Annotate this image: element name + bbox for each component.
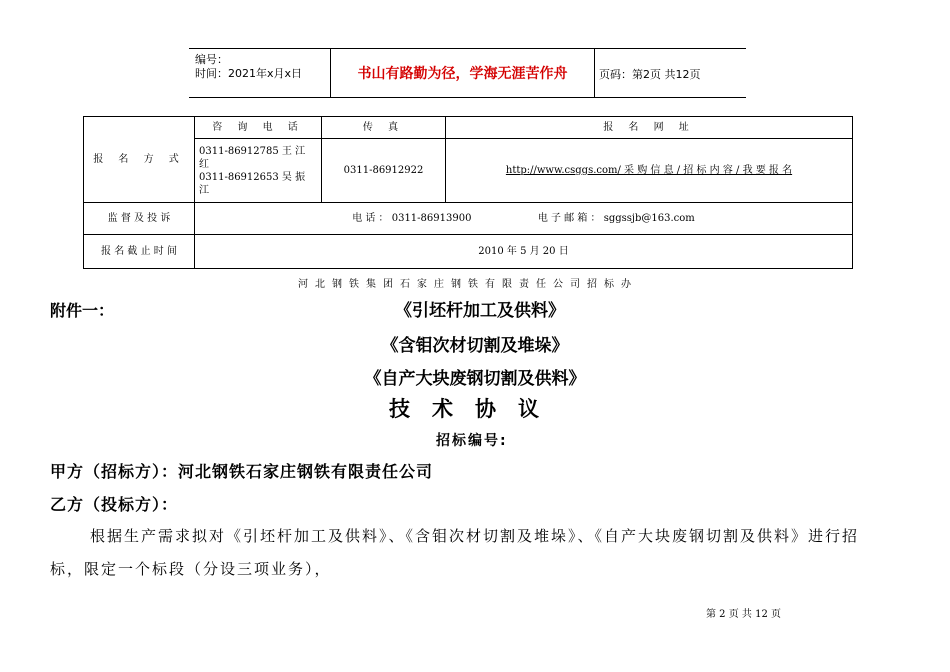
registration-link[interactable]: http://www.csggs.com/ 采 购 信 息 / 招 标 内 容 / 我 要 报 名 [505,165,793,176]
col-header-url: 报 名 网 址 [446,117,853,139]
header-meta [195,53,302,81]
row-label-supervision: 监 督 及 投 诉 [84,203,195,235]
supervision-cell [195,203,853,235]
doc-title-2: 《含钼次材切割及堆垛》 [381,336,569,356]
attachment-label: 附件一： [50,301,115,320]
complaint-phone: 电 话 ： 0311-86913900 [352,213,472,224]
party-a: 甲方（招标方）：河北钢铁石家庄钢铁有限责任公司 [50,462,434,481]
header-motto: 书山有路勤为径，学海无涯苦作舟 [357,66,568,82]
deadline-cell: 2010 年 5 月 20 日 [195,235,853,269]
phone-contact-1: 0311-86912785 王 江 红 [199,145,306,170]
doc-title-1: 《引坯杆加工及供料》 [395,301,565,321]
doc-time: 时间：2021年x月x日 [195,67,303,80]
doc-number-label: 编号： [195,53,228,66]
row-label-deadline: 报 名 截 止 时 间 [84,235,195,269]
page-header [189,48,746,98]
header-divider [594,49,595,97]
phone-contact-2: 0311-86912653 吴 振 江 [199,171,306,196]
phone-cell [195,139,322,203]
party-b: 乙方（投标方）： [50,495,179,514]
fax-cell: 0311-86912922 [322,139,446,203]
bid-number-label: 招标编号: [436,433,508,449]
body-paragraph: 根据生产需求拟对《引坯杆加工及供料》、《含钼次材切割及堆垛》、《自产大块废钢切割及供料》进行招标，限定一个标段（分设三项业务）， [50,527,860,578]
page-footer: 第 2 页 共 12 页 [706,609,781,620]
row-label-registration: 报 名 方 式 [84,117,195,203]
header-page-code: 页码：第2页 共12页 [599,68,701,81]
col-header-fax: 传 真 [322,117,446,139]
col-header-phone: 咨 询 电 话 [195,117,322,139]
doc-title-3: 《自产大块废钢切割及供料》 [364,369,586,389]
doc-title-agreement: 技术协议 [389,396,561,421]
organization-name: 河北钢铁集团石家庄钢铁有限责任公司招标办 [298,279,638,290]
registration-table [83,116,853,269]
url-cell [446,139,853,203]
complaint-email: 电 子 邮 箱 ： sggssjb@163.com [537,213,695,224]
